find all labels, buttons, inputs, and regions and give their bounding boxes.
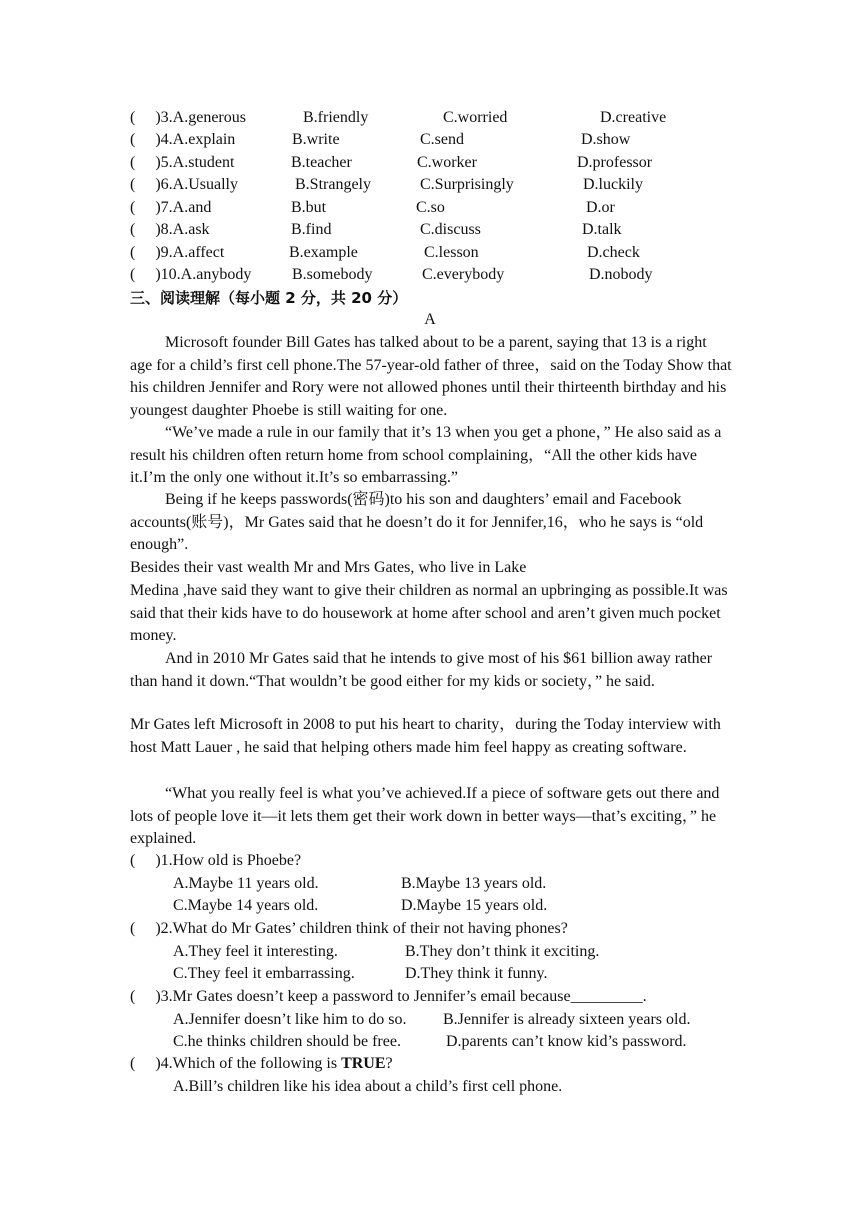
option-b: B.They don’t think it exciting. (405, 943, 600, 960)
option-c: C.send (420, 131, 464, 148)
option-b: B.but (291, 199, 327, 216)
question-mark: ? (385, 1055, 393, 1072)
answer-blank: ( ) (130, 920, 161, 937)
question-number: 10 (160, 266, 177, 283)
reading-question-stem: ( )3.Mr Gates doesn’t keep a password to Jennifer’s email because_________. (130, 988, 647, 1005)
option-c: C.Surprisingly (420, 176, 514, 193)
option-c: C.worried (443, 109, 508, 126)
answer-blank: ( ) (130, 988, 161, 1005)
passage-label: A (424, 311, 436, 328)
question-number: 3 (160, 109, 169, 126)
option-d: D.luckily (583, 176, 643, 193)
answer-blank: ( ) (130, 852, 161, 869)
option-a: A.ask (172, 221, 210, 238)
cloze-question-row: ( )10.A.anybody B.somebody C.everybody D.nobody (130, 264, 251, 286)
reading-option-row (173, 1009, 691, 1031)
option-d: D.or (586, 199, 615, 216)
cloze-question-row: ( )6.A.Usually B.Strangely C.Surprisingly D.luckily (130, 174, 238, 196)
option-a: A.explain (172, 131, 236, 148)
answer-blank: ( ) (130, 221, 161, 238)
option-d: D.check (587, 244, 640, 261)
cloze-question-row: ( )9.A.affect B.example C.lesson D.check (130, 242, 224, 264)
option-d: D.nobody (589, 266, 653, 283)
option-a: A.generous (172, 109, 246, 126)
cloze-question-row: ( )8.A.ask B.find C.discuss D.talk (130, 219, 210, 241)
option-a: A.anybody (180, 266, 252, 283)
section-heading: 三、阅读理解（每小题 2 分，共 20 分） (130, 289, 408, 307)
option-a: A.They feel it interesting. (173, 943, 338, 960)
passage-paragraph: Mr Gates left Microsoft in 2008 to put his heart to charity，during the Today interview with host Matt Lauer , he said that helping others made him feel happy as creating software. (130, 716, 721, 756)
option-b: B.Maybe 13 years old. (401, 875, 547, 892)
answer-blank: ( ) (130, 199, 161, 216)
option-c: C.They feel it embarrassing. (173, 965, 355, 982)
reading-option-row (173, 963, 548, 985)
option-a: A.Bill’s children like his idea about a child’s first cell phone. (173, 1078, 563, 1095)
option-b: B.example (289, 244, 358, 261)
reading-question-stem: ( )2.What do Mr Gates’ children think of their not having phones? (130, 920, 568, 937)
reading-question-stem: ( )4.Which of the following is TRUE? (130, 1055, 393, 1072)
question-number: 1 (160, 852, 169, 869)
option-d: D.talk (582, 221, 622, 238)
reading-option-row (173, 873, 547, 895)
reading-option-row (173, 1031, 687, 1053)
question-number: 9 (160, 244, 169, 261)
reading-option-row (173, 895, 548, 917)
option-a: A.Usually (172, 176, 238, 193)
question-text: Which of the following is (172, 1055, 342, 1072)
question-text: What do Mr Gates’ children think of their not having phones? (172, 920, 568, 937)
option-d: D.parents can’t know kid’s password. (446, 1033, 687, 1050)
option-b: B.teacher (291, 154, 352, 171)
option-a: A.affect (172, 244, 225, 261)
option-d: D.They think it funny. (405, 965, 548, 982)
answer-blank: ( ) (130, 1055, 161, 1072)
answer-blank: ( ) (130, 266, 161, 283)
passage-paragraph: Microsoft founder Bill Gates has talked about to be a parent, saying that 13 is a right age for a child’s first cell phone.The 57-year-old father of three，said on the Today Show that his children Jennifer and Rory were not allowed phones until their thirteenth birthday and his youngest daughter Phoebe is still waiting for one. (130, 334, 732, 419)
answer-blank: ( ) (130, 244, 161, 261)
question-number: 3 (160, 988, 169, 1005)
option-b: B.find (291, 221, 332, 238)
option-c: C.worker (417, 154, 477, 171)
option-c: C.Maybe 14 years old. (173, 897, 319, 914)
option-b: B.friendly (303, 109, 369, 126)
passage-paragraph: “What you really feel is what you’ve achieved.If a piece of software gets out there and lots of people love it—it lets them get their work down in better ways—that’s exciting，” he explained. (130, 785, 720, 847)
option-c: C.so (416, 199, 445, 216)
option-a: A.Jennifer doesn’t like him to do so. (173, 1011, 407, 1028)
option-c: C.discuss (420, 221, 481, 238)
option-c: C.lesson (424, 244, 479, 261)
reading-question-stem: ( )1.How old is Phoebe? (130, 852, 302, 869)
option-d: D.professor (577, 154, 653, 171)
option-c: C.he thinks children should be free. (173, 1033, 401, 1050)
option-d: D.show (581, 131, 631, 148)
question-number: 4 (160, 131, 169, 148)
option-d: D.creative (600, 109, 667, 126)
passage-paragraph: Medina ,have said they want to give their children as normal an upbringing as possible.It was said that their kids have to do housework at home after school and aren’t given much pocket money. (130, 582, 728, 644)
reading-option-row (173, 1076, 562, 1098)
passage-paragraph: And in 2010 Mr Gates said that he intends to give most of his $61 billion away rather than hand it down.“That wouldn’t be good either for my kids or society，” he said. (130, 650, 713, 690)
option-c: C.everybody (422, 266, 505, 283)
option-a: A.student (172, 154, 235, 171)
option-a: A.and (172, 199, 212, 216)
question-number: 8 (160, 221, 169, 238)
reading-option-row (173, 941, 600, 963)
option-b: B.write (292, 131, 340, 148)
option-b: B.somebody (292, 266, 373, 283)
question-number: 6 (160, 176, 169, 193)
cloze-question-row: ( )4.A.explain B.write C.send D.show (130, 129, 235, 151)
question-text: How old is Phoebe? (172, 852, 302, 869)
option-d: D.Maybe 15 years old. (401, 897, 548, 914)
answer-blank: ( ) (130, 131, 161, 148)
emphasis-true: TRUE (341, 1055, 386, 1072)
cloze-question-row: ( )3.A.generous B.friendly C.worried D.creative (130, 107, 246, 129)
answer-blank: ( ) (130, 109, 161, 126)
cloze-question-row: ( )5.A.student B.teacher C.worker D.professor (130, 152, 234, 174)
passage-paragraph: “We’ve made a rule in our family that it’s 13 when you get a phone，” He also said as a result his children often return home from school complaining，“All the other kids have it.I’m the only one without it.It’s so embarrassing.” (130, 424, 722, 486)
question-number: 2 (160, 920, 169, 937)
question-text: Mr Gates doesn’t keep a password to Jennifer’s email because_________. (172, 988, 647, 1005)
answer-blank: ( ) (130, 176, 161, 193)
answer-blank: ( ) (130, 154, 161, 171)
option-a: A.Maybe 11 years old. (173, 875, 319, 892)
question-number: 4 (160, 1055, 169, 1072)
option-b: B.Strangely (295, 176, 371, 193)
question-number: 5 (160, 154, 169, 171)
cloze-question-row: ( )7.A.and B.but C.so D.or (130, 197, 211, 219)
option-b: B.Jennifer is already sixteen years old. (443, 1011, 691, 1028)
question-number: 7 (160, 199, 169, 216)
passage-paragraph: Besides their vast wealth Mr and Mrs Gates, who live in Lake (130, 559, 527, 576)
passage-paragraph: Being if he keeps passwords(密码)to his son and daughters’ email and Facebook accounts(账号)，Mr Gates said that he doesn’t do it for Jennifer,16，who he says is “old enough”. (130, 491, 704, 553)
